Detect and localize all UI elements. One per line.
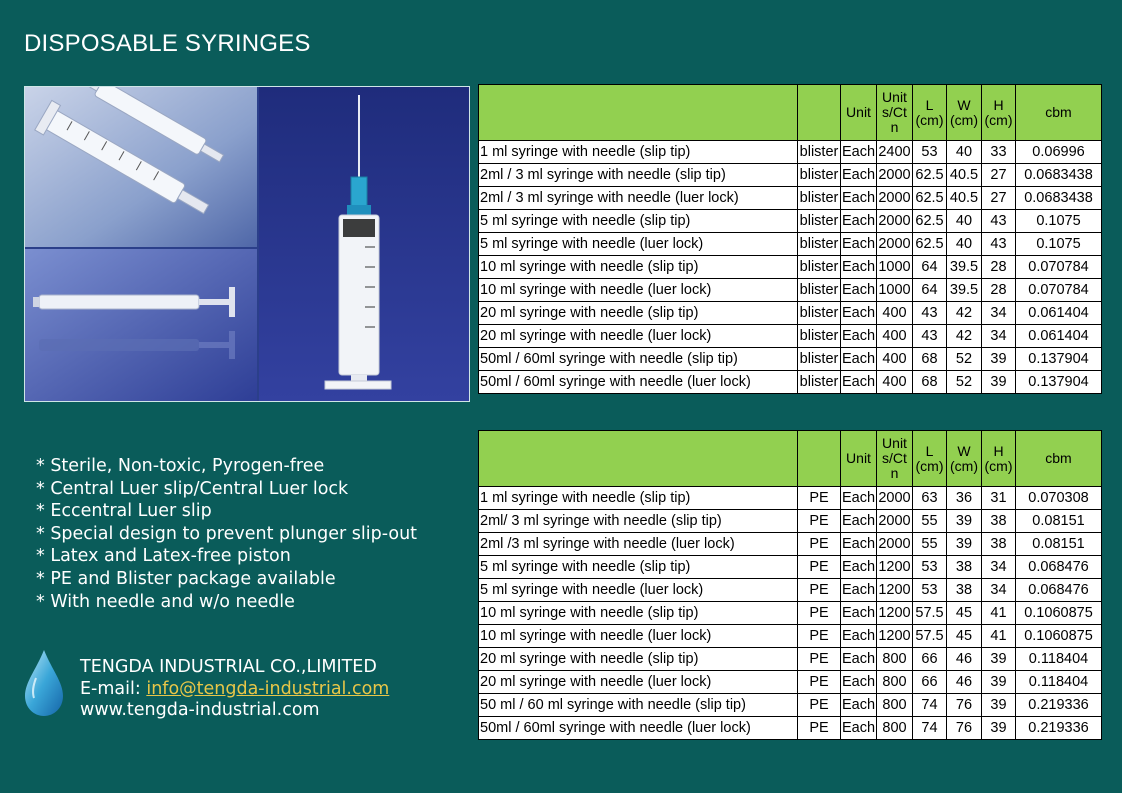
table-header-row	[479, 431, 1102, 487]
table-cell: 34	[982, 325, 1016, 348]
table-cell: PE	[798, 510, 841, 533]
table-row	[479, 556, 1102, 579]
table-cell: 39	[947, 510, 982, 533]
table-cell: Each	[841, 671, 877, 694]
product-name-cell: 5 ml syringe with needle (slip tip)	[479, 556, 798, 579]
table-cell: PE	[798, 625, 841, 648]
product-name-cell: 5 ml syringe with needle (slip tip)	[479, 210, 798, 233]
table-cell: 1200	[877, 579, 913, 602]
table-cell: 55	[913, 533, 947, 556]
table-cell: 53	[913, 141, 947, 164]
table-row	[479, 579, 1102, 602]
table-cell: 0.0683438	[1016, 187, 1102, 210]
table-cell: Each	[841, 187, 877, 210]
table-cell: 27	[982, 164, 1016, 187]
page-title: DISPOSABLE SYRINGES	[24, 30, 311, 57]
table-cell: 53	[913, 556, 947, 579]
table-cell: Each	[841, 233, 877, 256]
table-cell: 74	[913, 717, 947, 740]
table-cell: 38	[947, 579, 982, 602]
table-row	[479, 671, 1102, 694]
table-cell: 0.070308	[1016, 487, 1102, 510]
table-cell: 400	[877, 371, 913, 394]
table-cell: 41	[982, 625, 1016, 648]
table-cell: 800	[877, 648, 913, 671]
table-row	[479, 210, 1102, 233]
table-cell: Each	[841, 510, 877, 533]
table-cell: PE	[798, 694, 841, 717]
table-row	[479, 348, 1102, 371]
product-name-cell: 5 ml syringe with needle (luer lock)	[479, 579, 798, 602]
table-cell: 64	[913, 279, 947, 302]
table-cell: 62.5	[913, 233, 947, 256]
table-cell: Each	[841, 256, 877, 279]
table-row	[479, 487, 1102, 510]
table-cell: blister	[798, 371, 841, 394]
table-cell: 34	[982, 302, 1016, 325]
company-info	[80, 657, 389, 722]
table-cell: 64	[913, 256, 947, 279]
table-cell: 39	[982, 717, 1016, 740]
table-cell: 57.5	[913, 602, 947, 625]
header-cell: W (cm)	[947, 85, 982, 141]
product-name-cell: 5 ml syringe with needle (luer lock)	[479, 233, 798, 256]
table-cell: 43	[982, 210, 1016, 233]
table-cell: 0.08151	[1016, 533, 1102, 556]
table-cell: Each	[841, 602, 877, 625]
table-cell: 0.137904	[1016, 348, 1102, 371]
table-cell: 400	[877, 325, 913, 348]
header-cell: H (cm)	[982, 431, 1016, 487]
table-cell: Each	[841, 164, 877, 187]
table-cell: 42	[947, 302, 982, 325]
table-cell: 2000	[877, 233, 913, 256]
table-cell: 76	[947, 694, 982, 717]
feature-item: * With needle and w/o needle	[36, 591, 295, 612]
table-cell: Each	[841, 579, 877, 602]
table-cell: Each	[841, 694, 877, 717]
feature-item: * Special design to prevent plunger slip-out	[36, 523, 418, 544]
table-cell: 39	[982, 694, 1016, 717]
table-cell: 800	[877, 717, 913, 740]
table-cell: Each	[841, 625, 877, 648]
table-cell: 62.5	[913, 210, 947, 233]
table-cell: 45	[947, 625, 982, 648]
table-cell: blister	[798, 348, 841, 371]
feature-item: * Sterile, Non-toxic, Pyrogen-free	[36, 456, 325, 476]
table-cell: 34	[982, 556, 1016, 579]
table-cell: 45	[947, 602, 982, 625]
table-cell: blister	[798, 141, 841, 164]
table-cell: 42	[947, 325, 982, 348]
table-cell: Each	[841, 648, 877, 671]
table-row	[479, 717, 1102, 740]
table-cell: PE	[798, 556, 841, 579]
table-cell: 2000	[877, 187, 913, 210]
table-cell: 52	[947, 371, 982, 394]
product-name-cell: 10 ml syringe with needle (slip tip)	[479, 256, 798, 279]
company-name: TENGDA INDUSTRIAL CO.,LIMITED	[80, 657, 377, 677]
company-logo	[22, 648, 66, 723]
table-row	[479, 233, 1102, 256]
header-cell: Unit s/Ct n	[877, 431, 913, 487]
table-cell: 0.061404	[1016, 302, 1102, 325]
table-cell: PE	[798, 602, 841, 625]
table-cell: Each	[841, 348, 877, 371]
table-cell: 40.5	[947, 164, 982, 187]
table-cell: 43	[913, 302, 947, 325]
table-cell: PE	[798, 671, 841, 694]
table-cell: 40	[947, 141, 982, 164]
table-cell: 38	[982, 510, 1016, 533]
table-cell: blister	[798, 233, 841, 256]
table-cell: 34	[982, 579, 1016, 602]
product-name-cell: 10 ml syringe with needle (luer lock)	[479, 279, 798, 302]
table-cell: 0.137904	[1016, 371, 1102, 394]
table-cell: 41	[982, 602, 1016, 625]
table-row	[479, 187, 1102, 210]
table-cell: 0.0683438	[1016, 164, 1102, 187]
table-cell: 46	[947, 671, 982, 694]
table-cell: 39	[982, 348, 1016, 371]
table-row	[479, 510, 1102, 533]
table-cell: 46	[947, 648, 982, 671]
table-cell: 0.068476	[1016, 579, 1102, 602]
table-cell: blister	[798, 302, 841, 325]
product-name-cell: 2ml/ 3 ml syringe with needle (slip tip)	[479, 510, 798, 533]
header-cell	[479, 85, 798, 141]
table-cell: Each	[841, 533, 877, 556]
table-cell: 57.5	[913, 625, 947, 648]
table-cell: Each	[841, 556, 877, 579]
header-cell: cbm	[1016, 85, 1102, 141]
table-cell: 2000	[877, 210, 913, 233]
product-name-cell: 50ml / 60ml syringe with needle (luer lock)	[479, 371, 798, 394]
feature-item: * Central Luer slip/Central Luer lock	[36, 478, 349, 499]
table-cell: 62.5	[913, 164, 947, 187]
table-cell: 63	[913, 487, 947, 510]
table-cell: 0.118404	[1016, 671, 1102, 694]
table-cell: 38	[982, 533, 1016, 556]
table-cell: blister	[798, 256, 841, 279]
table-cell: 0.08151	[1016, 510, 1102, 533]
header-cell	[798, 85, 841, 141]
table-cell: Each	[841, 487, 877, 510]
table-row	[479, 625, 1102, 648]
product-name-cell: 20 ml syringe with needle (slip tip)	[479, 648, 798, 671]
table-cell: 40	[947, 210, 982, 233]
table-cell: 66	[913, 648, 947, 671]
table-cell: 39.5	[947, 256, 982, 279]
feature-item: * Eccentral Luer slip	[36, 501, 212, 522]
table-cell: 1200	[877, 625, 913, 648]
table-cell: 0.1060875	[1016, 602, 1102, 625]
table-cell: 76	[947, 717, 982, 740]
table-cell: Each	[841, 717, 877, 740]
table-cell: 43	[913, 325, 947, 348]
table-cell: 68	[913, 371, 947, 394]
feature-item: * Latex and Latex-free piston	[36, 546, 291, 567]
table-cell: Each	[841, 210, 877, 233]
spec-table-pe	[478, 430, 1102, 740]
table-cell: 2000	[877, 510, 913, 533]
table-row	[479, 694, 1102, 717]
product-name-cell: 1 ml syringe with needle (slip tip)	[479, 141, 798, 164]
product-name-cell: 10 ml syringe with needle (luer lock)	[479, 625, 798, 648]
email-label: E-mail:	[80, 678, 147, 699]
product-name-cell: 1 ml syringe with needle (slip tip)	[479, 487, 798, 510]
table-cell: 1000	[877, 279, 913, 302]
table-cell: 0.068476	[1016, 556, 1102, 579]
table-cell: 53	[913, 579, 947, 602]
feature-list	[36, 455, 417, 613]
table-cell: 40.5	[947, 187, 982, 210]
table-cell: blister	[798, 210, 841, 233]
table-cell: PE	[798, 533, 841, 556]
table-cell: 28	[982, 279, 1016, 302]
table-cell: 62.5	[913, 187, 947, 210]
table-cell: 0.1075	[1016, 210, 1102, 233]
table-cell: 43	[982, 233, 1016, 256]
product-name-cell: 2ml / 3 ml syringe with needle (slip tip)	[479, 164, 798, 187]
table-cell: PE	[798, 717, 841, 740]
table-row	[479, 302, 1102, 325]
table-cell: blister	[798, 279, 841, 302]
table-cell: Each	[841, 325, 877, 348]
table-row	[479, 164, 1102, 187]
table-cell: 1000	[877, 256, 913, 279]
table-cell: PE	[798, 648, 841, 671]
table-row	[479, 648, 1102, 671]
table-header-row	[479, 85, 1102, 141]
header-cell: L (cm)	[913, 431, 947, 487]
table-cell: blister	[798, 325, 841, 348]
table-cell: Each	[841, 279, 877, 302]
table-cell: Each	[841, 371, 877, 394]
product-name-cell: 20 ml syringe with needle (luer lock)	[479, 671, 798, 694]
company-website: www.tengda-industrial.com	[80, 700, 320, 720]
table-cell: 68	[913, 348, 947, 371]
table-cell: 2000	[877, 164, 913, 187]
table-cell: 74	[913, 694, 947, 717]
table-cell: 0.070784	[1016, 256, 1102, 279]
table-cell: Each	[841, 141, 877, 164]
email-link[interactable]: info@tengda-industrial.com	[146, 678, 390, 699]
company-email-line	[80, 679, 389, 701]
table-row	[479, 325, 1102, 348]
table-cell: 0.219336	[1016, 694, 1102, 717]
header-cell: L (cm)	[913, 85, 947, 141]
table-cell: 1200	[877, 556, 913, 579]
table-cell: 0.070784	[1016, 279, 1102, 302]
header-cell	[479, 431, 798, 487]
table-cell: 31	[982, 487, 1016, 510]
product-name-cell: 20 ml syringe with needle (luer lock)	[479, 325, 798, 348]
table-cell: 39	[982, 648, 1016, 671]
header-cell: Unit	[841, 431, 877, 487]
table-cell: 0.061404	[1016, 325, 1102, 348]
header-cell: cbm	[1016, 431, 1102, 487]
table-cell: 0.219336	[1016, 717, 1102, 740]
product-name-cell: 20 ml syringe with needle (slip tip)	[479, 302, 798, 325]
table-cell: 400	[877, 348, 913, 371]
table-row	[479, 279, 1102, 302]
product-name-cell: 10 ml syringe with needle (slip tip)	[479, 602, 798, 625]
table-cell: 39	[982, 371, 1016, 394]
product-name-cell: 50ml / 60ml syringe with needle (luer lock)	[479, 717, 798, 740]
header-cell: Unit	[841, 85, 877, 141]
table-cell: 40	[947, 233, 982, 256]
table-cell: 66	[913, 671, 947, 694]
table-cell: 1200	[877, 602, 913, 625]
table-row	[479, 141, 1102, 164]
table-cell: 800	[877, 694, 913, 717]
table-cell: 400	[877, 302, 913, 325]
table-row	[479, 371, 1102, 394]
table-cell: 0.1075	[1016, 233, 1102, 256]
product-name-cell: 2ml /3 ml syringe with needle (luer lock)	[479, 533, 798, 556]
table-cell: 55	[913, 510, 947, 533]
table-cell: Each	[841, 302, 877, 325]
table-cell: 28	[982, 256, 1016, 279]
table-cell: 39	[947, 533, 982, 556]
product-name-cell: 2ml / 3 ml syringe with needle (luer lock)	[479, 187, 798, 210]
spec-table-blister	[478, 84, 1102, 394]
table-cell: 2400	[877, 141, 913, 164]
table-cell: 39	[982, 671, 1016, 694]
header-cell: H (cm)	[982, 85, 1016, 141]
table-cell: 39.5	[947, 279, 982, 302]
table-cell: PE	[798, 579, 841, 602]
table-cell: blister	[798, 164, 841, 187]
table-cell: 27	[982, 187, 1016, 210]
table-row	[479, 256, 1102, 279]
product-name-cell: 50ml / 60ml syringe with needle (slip tip)	[479, 348, 798, 371]
table-cell: 0.118404	[1016, 648, 1102, 671]
product-photo	[24, 86, 470, 402]
table-cell: 33	[982, 141, 1016, 164]
table-cell: 38	[947, 556, 982, 579]
table-cell: 36	[947, 487, 982, 510]
header-cell	[798, 431, 841, 487]
table-cell: 2000	[877, 487, 913, 510]
table-row	[479, 602, 1102, 625]
table-cell: 800	[877, 671, 913, 694]
table-cell: 52	[947, 348, 982, 371]
table-cell: PE	[798, 487, 841, 510]
feature-item: * PE and Blister package available	[36, 568, 336, 589]
table-row	[479, 533, 1102, 556]
product-name-cell: 50 ml / 60 ml syringe with needle (slip tip)	[479, 694, 798, 717]
header-cell: Unit s/Ct n	[877, 85, 913, 141]
table-cell: 0.1060875	[1016, 625, 1102, 648]
table-cell: blister	[798, 187, 841, 210]
table-cell: 2000	[877, 533, 913, 556]
table-cell: 0.06996	[1016, 141, 1102, 164]
header-cell: W (cm)	[947, 431, 982, 487]
